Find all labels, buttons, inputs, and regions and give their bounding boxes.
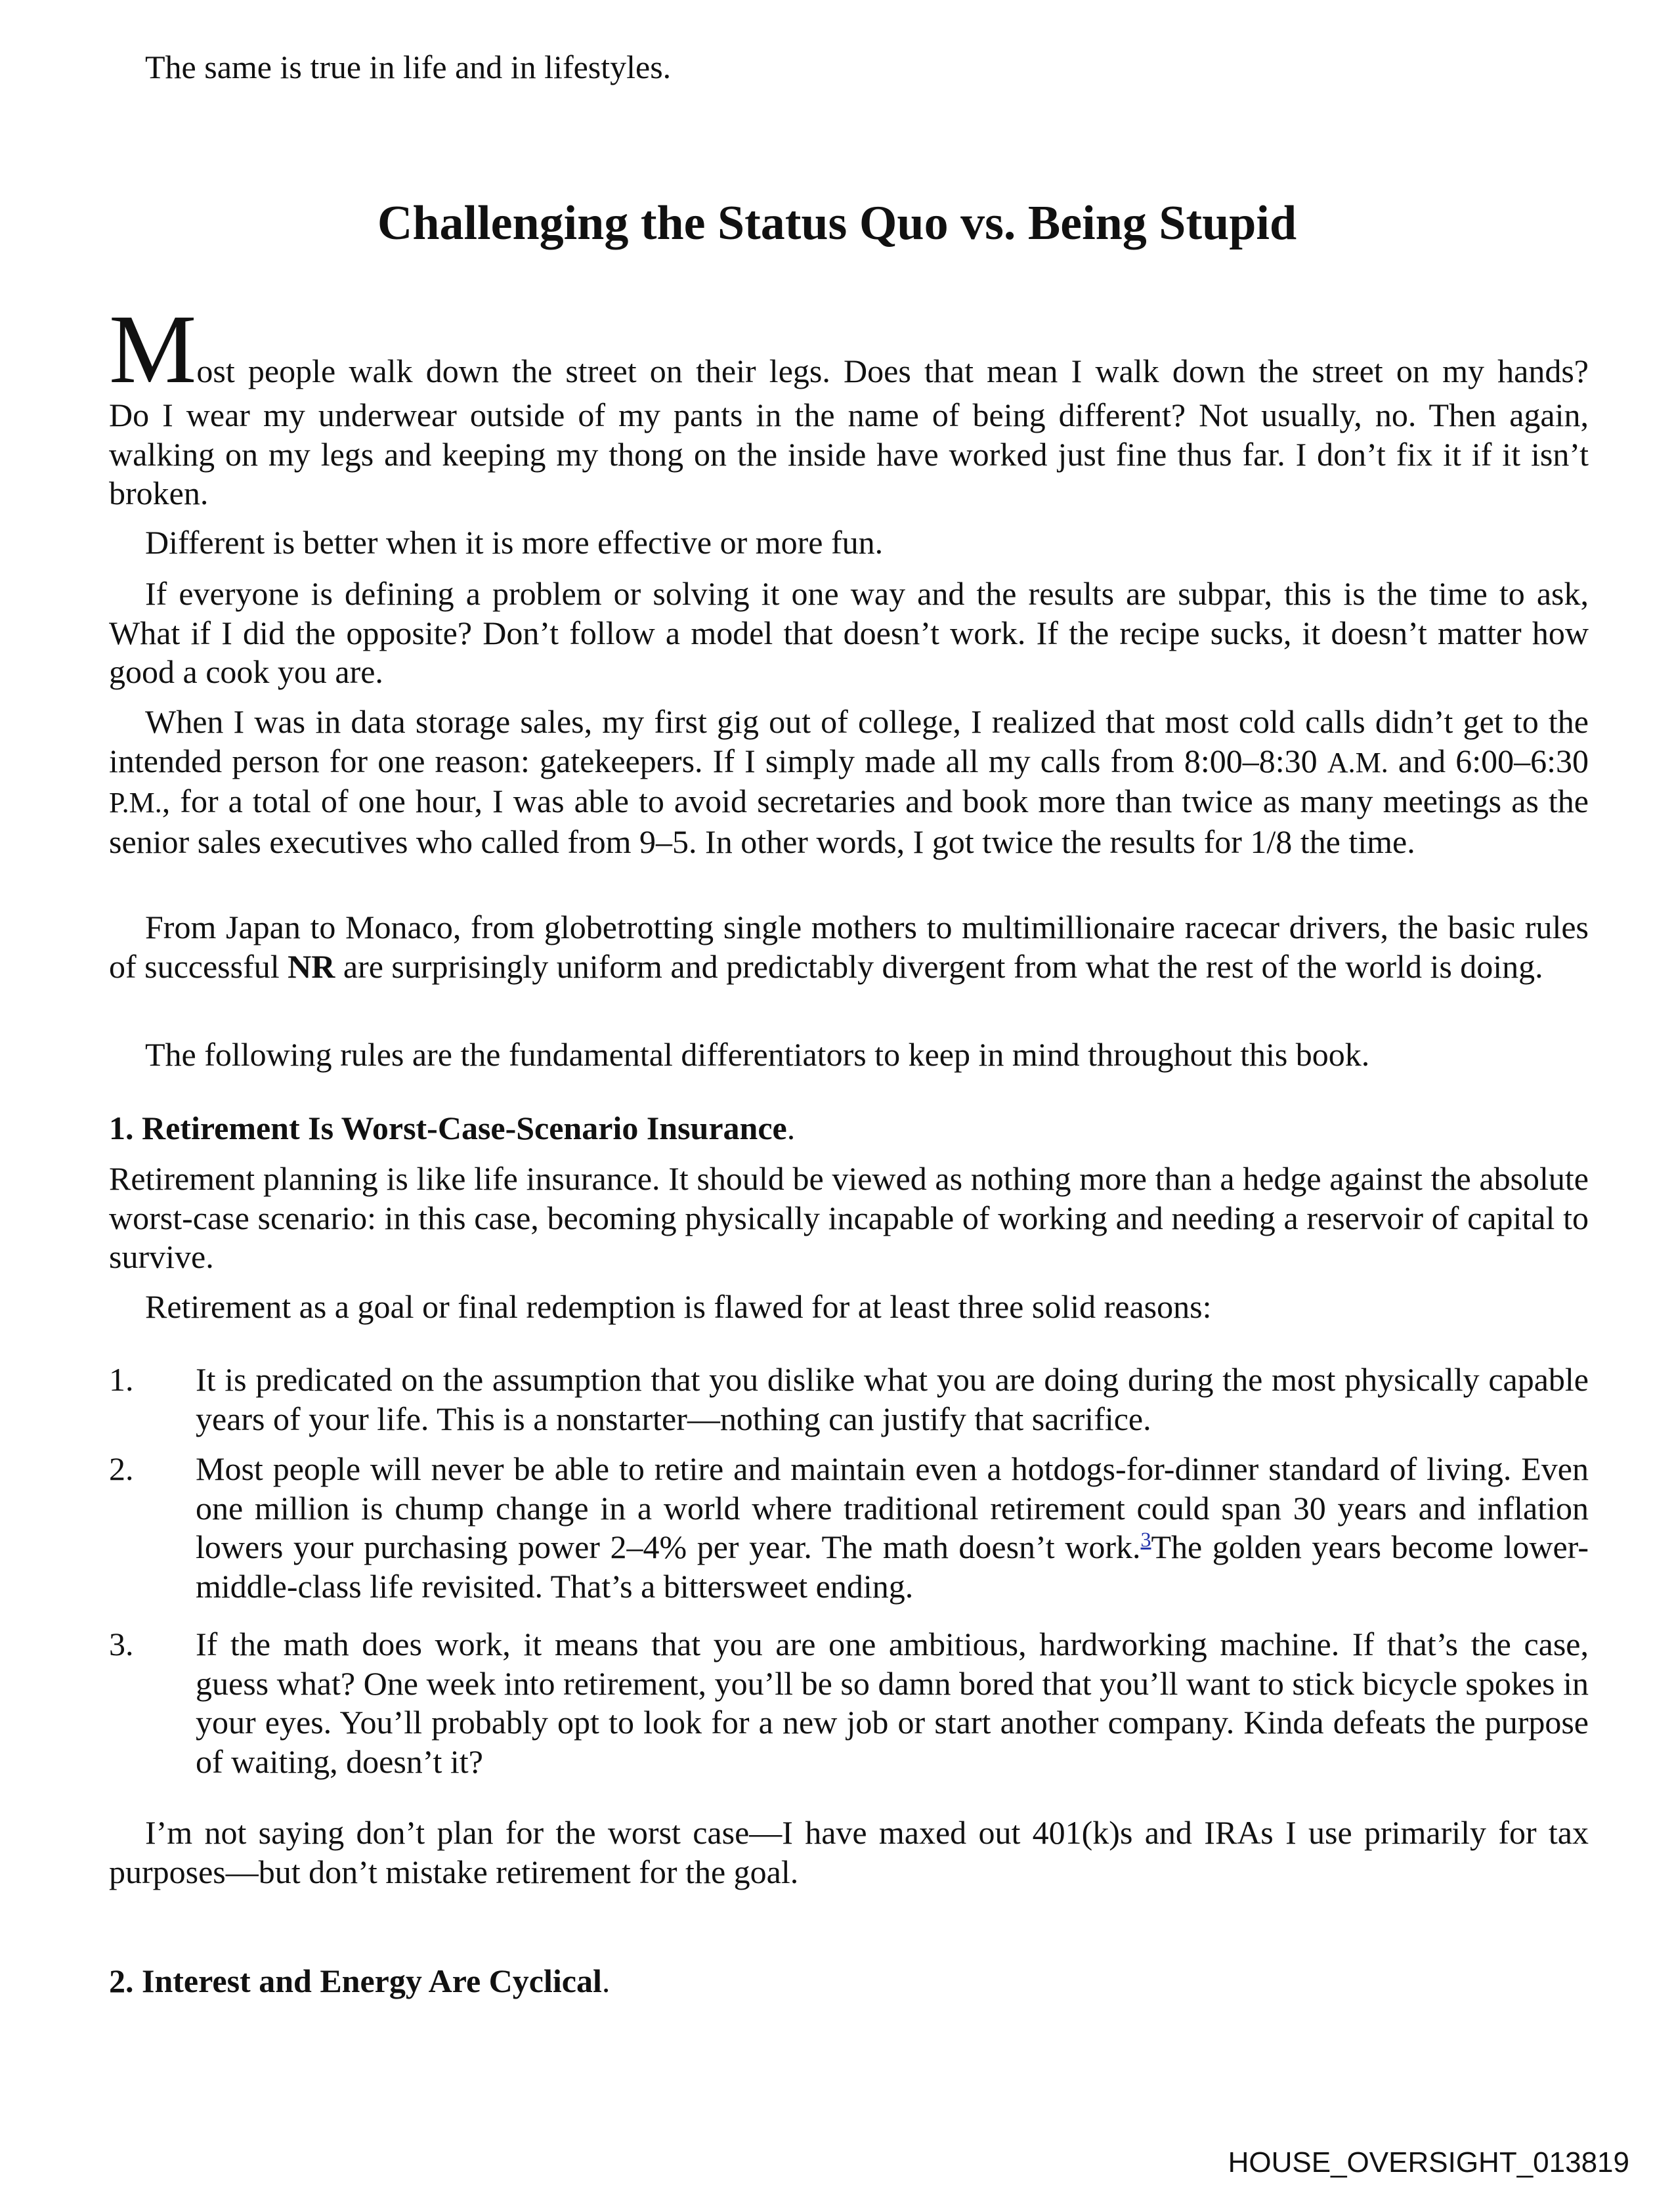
list-number: 1.: [109, 1361, 134, 1398]
pm-marker: P.M.: [109, 787, 162, 819]
first-line-text: ost people walk down the street on their legs. Does that mean I walk down the street on my hands?: [196, 353, 1589, 389]
intro-text: The same is true in life and in lifestyles.: [145, 49, 672, 85]
list-text: If the math does work, it means that you are one ambitious, hardworking machine. If that’s the case, guess what? One week into retirement, you’ll be so damn bored that you’ll want to stick bicycle spokes in your eyes. You’ll probably opt to look for a new job or start another company. Kinda defeats the purpose of waiting, doesn’t it?: [196, 1626, 1589, 1780]
section-1-paragraph-1: Retirement planning is like life insurance. It should be viewed as nothing more than a hedge against the absolute worst-case scenario: in this case, becoming physically incapable of working and needing a reservoir of capital to survive.: [109, 1160, 1589, 1275]
text: From Japan to Monaco, from globetrotting single mothers to multimillionaire racecar drivers, the basic rules of successful: [109, 909, 1589, 985]
text: , for a total of one hour, I was able to avoid secretaries and book more than twice as many meetings as the senior sales executives who called from 9–5. In other words, I got twice the results for 1/8 the time.: [109, 783, 1589, 860]
section-title: 1. Retirement Is Worst-Case-Scenario Insurance: [109, 1110, 787, 1146]
drop-cap: M: [109, 295, 197, 404]
paragraph-2: Different is better when it is more effective or more fun.: [145, 524, 884, 561]
list-item: [109, 1625, 1589, 1781]
paragraph-3: If everyone is defining a problem or solving it one way and the results are subpar, this is the time to ask, What if I did the opposite? Don’t follow a model that doesn’t work. If the recipe sucks, it doesn’t matter how good a cook you are.: [109, 575, 1589, 690]
list-item: [109, 1360, 1589, 1439]
nr-bold: NR: [288, 947, 335, 985]
footnote-link[interactable]: 3: [1140, 1527, 1151, 1551]
paragraph-1: Do I wear my underwear outside of my pants in the name of being different? Not usually, no. Then again, walking on my legs and keeping my thong on the inside have worked just fine thus far. I don’t fix it if it isn’t broken.: [109, 397, 1589, 511]
paragraph-6: The following rules are the fundamental differentiators to keep in mind throughout this book.: [145, 1036, 1370, 1073]
text: The golden years become lower-middle-class life revisited. That’s a bittersweet ending.: [196, 1529, 1589, 1605]
list-number: 3.: [109, 1626, 134, 1662]
period: .: [601, 1963, 611, 1999]
list-number: 2.: [109, 1450, 134, 1487]
section-title: 2. Interest and Energy Are Cyclical: [109, 1963, 602, 1999]
text: When I was in data storage sales, my first gig out of college, I realized that most cold calls didn’t get to the intended person for one reason: gatekeepers. If I simply made all my calls from 8:00–8:30: [109, 703, 1589, 779]
list-item: [109, 1450, 1589, 1606]
bates-number: HOUSE_OVERSIGHT_013819: [1228, 2146, 1629, 2179]
am-marker: A.M.: [1327, 746, 1388, 779]
section-1-paragraph-3: I’m not saying don’t plan for the worst case—I have maxed out 401(k)s and IRAs I use primarily for tax purposes—but don’t mistake retirement for the goal.: [109, 1814, 1589, 1890]
list-text: [196, 1450, 1589, 1606]
text: Most people will never be able to retire and maintain even a hotdogs-for-dinner standard of living. Even one million is chump change in a world where traditional retirement could span 30 years and inflation lowers your purchasing power 2–4% per year. The math doesn’t work.: [196, 1450, 1589, 1565]
section-1-heading: [109, 1109, 1589, 1148]
paragraph-5: [109, 908, 1589, 986]
page-title: Challenging the Status Quo vs. Being Stupid: [377, 196, 1297, 250]
text: and 6:00–6:30: [1388, 742, 1589, 779]
paragraph-4: [109, 703, 1589, 861]
section-2-heading: [109, 1962, 1589, 2001]
period: .: [786, 1110, 796, 1146]
paragraph-first-line: [109, 295, 1589, 404]
section-1-paragraph-2: Retirement as a goal or final redemption is flawed for at least three solid reasons:: [145, 1288, 1212, 1325]
text: are surprisingly uniform and predictably divergent from what the rest of the world is doing.: [335, 947, 1543, 985]
list-text: It is predicated on the assumption that you dislike what you are doing during the most physically capable years of your life. This is a nonstarter—nothing can justify that sacrifice.: [196, 1361, 1589, 1437]
